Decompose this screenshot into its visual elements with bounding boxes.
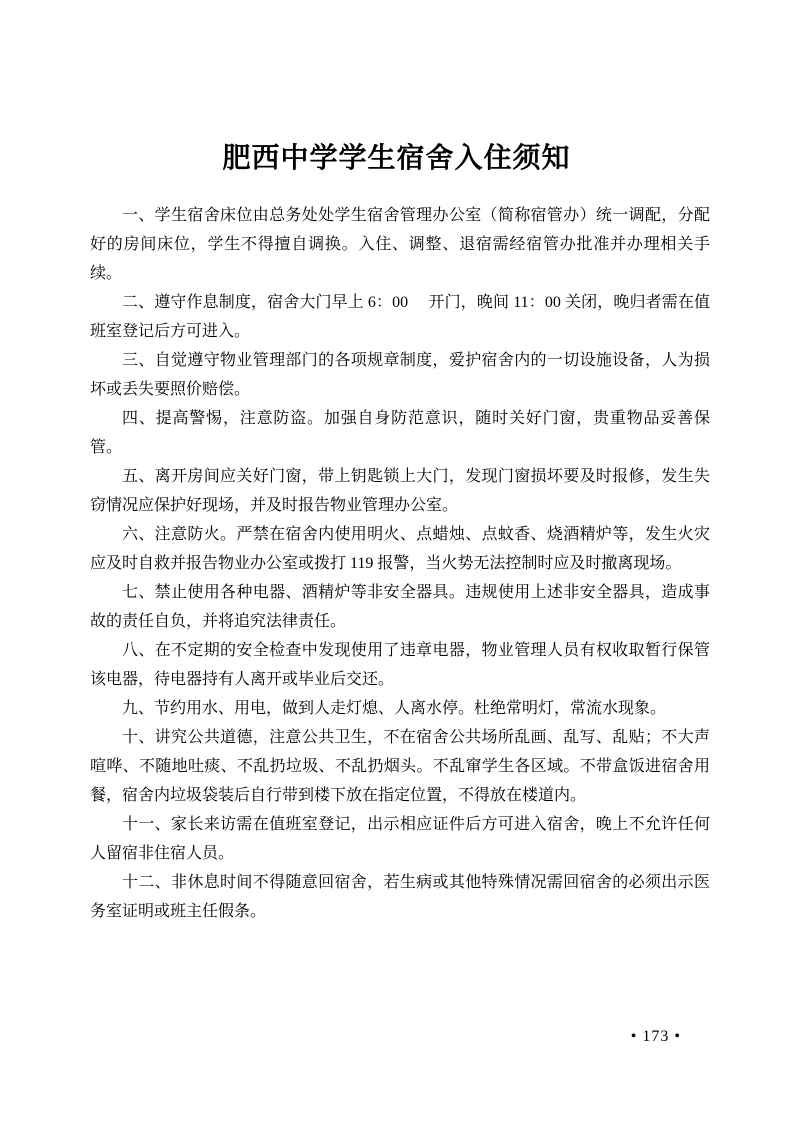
notice-paragraph-1: 一、学生宿舍床位由总务处处学生宿舍管理办公室（简称宿管办）统一调配，分配好的房间床位，学生不得擅自调换。入住、调整、退宿需经宿管办批准并办理相关手续。 (90, 207, 710, 282)
notice-paragraph-6: 六、注意防火。严禁在宿舍内使用明火、点蜡烛、点蚊香、烧酒精炉等，发生火灾应及时自救并报告物业办公室或拨打 119 报警，当火势无法控制时应及时撤离现场。 (90, 526, 710, 572)
notice-paragraph-10: 十、讲究公共道德，注意公共卫生，不在宿舍公共场所乱画、乱写、乱贴；不大声喧哗、不随地吐痰、不乱扔垃圾、不乱扔烟头。不乱窜学生各区域。不带盒饭进宿舍用餐，宿舍内垃圾袋装后自行带到楼下放在指定位置，不得放在楼道内。 (90, 729, 710, 804)
document-title: 肥西中学学生宿舍入住须知 (222, 142, 571, 173)
notice-paragraph-11: 十一、家长来访需在值班室登记，出示相应证件后方可进入宿舍，晚上不允许任何人留宿非住宿人员。 (90, 816, 710, 862)
notice-paragraph-8: 八、在不定期的安全检查中发现使用了违章电器，物业管理人员有权收取暂行保管该电器，待电器持有人离开或毕业后交还。 (90, 642, 710, 688)
notice-paragraph-4: 四、提高警惕，注意防盗。加强自身防范意识，随时关好门窗，贵重物品妥善保管。 (90, 410, 710, 456)
notice-paragraph-2: 二、遵守作息制度，宿舍大门早上 6：00 开门，晚间 11：00 关闭，晚归者需在值班室登记后方可进入。 (90, 294, 710, 340)
notice-body (90, 201, 710, 926)
notice-paragraph-12: 十二、非休息时间不得随意回宿舍，若生病或其他特殊情况需回宿舍的必须出示医务室证明或班主任假条。 (90, 874, 710, 920)
notice-paragraph-9: 九、节约用水、用电，做到人走灯熄、人离水停。杜绝常明灯，常流水现象。 (122, 700, 667, 717)
page-number: • 173 • (630, 1028, 681, 1045)
notice-paragraph-7: 七、禁止使用各种电器、酒精炉等非安全器具。违规使用上述非安全器具，造成事故的责任自负，并将追究法律责任。 (90, 584, 710, 630)
notice-paragraph-3: 三、自觉遵守物业管理部门的各项规章制度，爱护宿舍内的一切设施设备，人为损坏或丢失要照价赔偿。 (90, 352, 710, 398)
notice-paragraph-5: 五、离开房间应关好门窗，带上钥匙锁上大门，发现门窗损坏要及时报修，发生失窃情况应保护好现场，并及时报告物业管理办公室。 (90, 468, 710, 514)
